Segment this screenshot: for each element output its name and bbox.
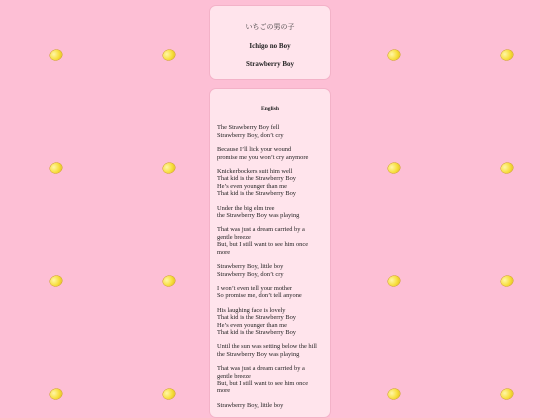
- lyric-line: That kid is the Strawberry Boy: [217, 314, 296, 322]
- lyric-stanza: [217, 263, 323, 278]
- lyric-line: gentle breeze: [217, 233, 251, 241]
- lyric-line: the Strawberry Boy was playing: [217, 212, 300, 220]
- lyric-line: His laughing face is lovely: [217, 306, 286, 314]
- japanese-title: いちごの男の子: [245, 23, 295, 31]
- lyric-line: He’s even younger than me: [217, 182, 287, 190]
- lemon-icon: [387, 276, 401, 288]
- lyric-line: Strawberry Boy, don’t cry: [217, 131, 284, 139]
- lyric-line: He’s even younger than me: [217, 321, 287, 329]
- lyric-line: But, but I still want to see him once: [217, 241, 309, 249]
- lemon-icon: [49, 389, 63, 401]
- lyrics-body: [217, 124, 323, 409]
- lemon-icon: [162, 276, 176, 288]
- romaji-title: Ichigo no Boy: [249, 42, 291, 50]
- lyric-line: Strawberry Boy, little boy: [217, 263, 284, 271]
- lyric-stanza: [217, 365, 323, 395]
- lyric-stanza: [217, 168, 323, 198]
- lyric-line: I won’t even tell your mother: [217, 284, 292, 292]
- lyric-line: So promise me, don’t tell anyone: [217, 292, 302, 300]
- lyric-stanza: [217, 226, 323, 256]
- lyric-line: Under the big elm tree: [217, 204, 275, 212]
- title-card: [209, 5, 331, 80]
- lemon-icon: [500, 163, 514, 175]
- lyric-stanza: [217, 124, 323, 139]
- lyric-line: promise me you won’t cry anymore: [217, 153, 309, 161]
- lyric-line: That was just a dream carried by a: [217, 226, 305, 234]
- lyric-line: Knickerbockers suit him well: [217, 168, 293, 176]
- lyric-line: That kid is the Strawberry Boy: [217, 328, 296, 336]
- lemon-icon: [500, 389, 514, 401]
- lyric-line: Strawberry Boy, little boy: [217, 401, 284, 409]
- lyric-line: the Strawberry Boy was playing: [217, 350, 300, 358]
- lyric-stanza: [217, 205, 323, 220]
- lyric-line: That kid is the Strawberry Boy: [217, 190, 296, 198]
- lyric-line: That was just a dream carried by a: [217, 365, 305, 373]
- lyric-line: That kid is the Strawberry Boy: [217, 175, 296, 183]
- lyric-stanza: [217, 285, 323, 300]
- lemon-icon: [162, 50, 176, 62]
- language-label: English: [260, 106, 280, 112]
- lyric-line: more: [217, 387, 231, 395]
- lemon-icon: [500, 50, 514, 62]
- lemon-icon: [387, 389, 401, 401]
- lemon-icon: [387, 163, 401, 175]
- lyric-stanza: [217, 307, 323, 337]
- lyric-line: Until the sun was setting below the hill: [217, 343, 317, 351]
- lyric-line: gentle breeze: [217, 372, 251, 380]
- lemon-icon: [162, 163, 176, 175]
- english-title: Strawberry Boy: [245, 60, 295, 68]
- lemon-icon: [387, 50, 401, 62]
- lemon-icon: [49, 50, 63, 62]
- lemon-icon: [162, 389, 176, 401]
- lyric-stanza: [217, 146, 323, 161]
- lyric-line: But, but I still want to see him once: [217, 379, 309, 387]
- lemon-icon: [49, 163, 63, 175]
- lyric-stanza: [217, 402, 323, 409]
- lyric-stanza: [217, 343, 323, 358]
- lyric-line: Strawberry Boy, don’t cry: [217, 270, 284, 278]
- lemon-icon: [49, 276, 63, 288]
- lyric-line: Because I’ll lick your wound: [217, 146, 292, 154]
- lyric-line: more: [217, 248, 231, 256]
- lyric-line: The Strawberry Boy fell: [217, 124, 280, 132]
- lemon-icon: [500, 276, 514, 288]
- lyrics-card: [209, 88, 331, 418]
